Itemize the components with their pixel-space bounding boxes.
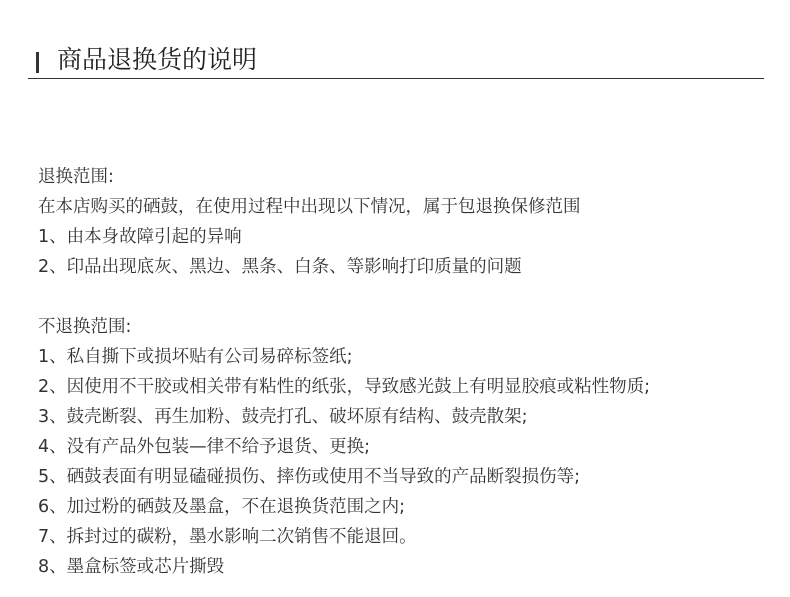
non-returnable-heading: 不退换范围: xyxy=(38,317,132,337)
non-returnable-item: 8、墨盒标签或芯片撕毁 xyxy=(38,557,225,577)
section-header xyxy=(28,40,764,79)
page-title: 商品退换货的说明 xyxy=(57,45,258,74)
section-spacer xyxy=(38,282,778,312)
returnable-heading: 退换范围: xyxy=(38,167,114,187)
non-returnable-item: 6、加过粉的硒鼓及墨盒，不在退换货范围之内; xyxy=(38,497,406,517)
non-returnable-item: 7、拆封过的碳粉，墨水影响二次销售不能退回。 xyxy=(38,527,417,547)
returnable-item: 2、印品出现底灰、黑边、黑条、白条、等影响打印质量的问题 xyxy=(38,257,522,277)
non-returnable-item: 1、私自撕下或损坏贴有公司易碎标签纸; xyxy=(38,347,353,367)
returnable-intro: 在本店购买的硒鼓，在使用过程中出现以下情况，属于包退换保修范围 xyxy=(38,197,581,217)
non-returnable-item: 3、鼓壳断裂、再生加粉、鼓壳打孔、破坏原有结构、鼓壳散架; xyxy=(38,407,528,427)
non-returnable-item: 4、没有产品外包装—律不给予退货、更换; xyxy=(38,437,371,457)
non-returnable-item: 5、硒鼓表面有明显磕碰损伤、摔伤或使用不当导致的产品断裂损伤等; xyxy=(38,467,581,487)
non-returnable-item: 2、因使用不干胶或相关带有粘性的纸张，导致感光鼓上有明显胶痕或粘性物质; xyxy=(38,377,651,397)
returnable-item: 1、由本身故障引起的异响 xyxy=(38,227,242,247)
policy-content xyxy=(38,162,778,582)
header-accent-bar xyxy=(36,52,39,73)
